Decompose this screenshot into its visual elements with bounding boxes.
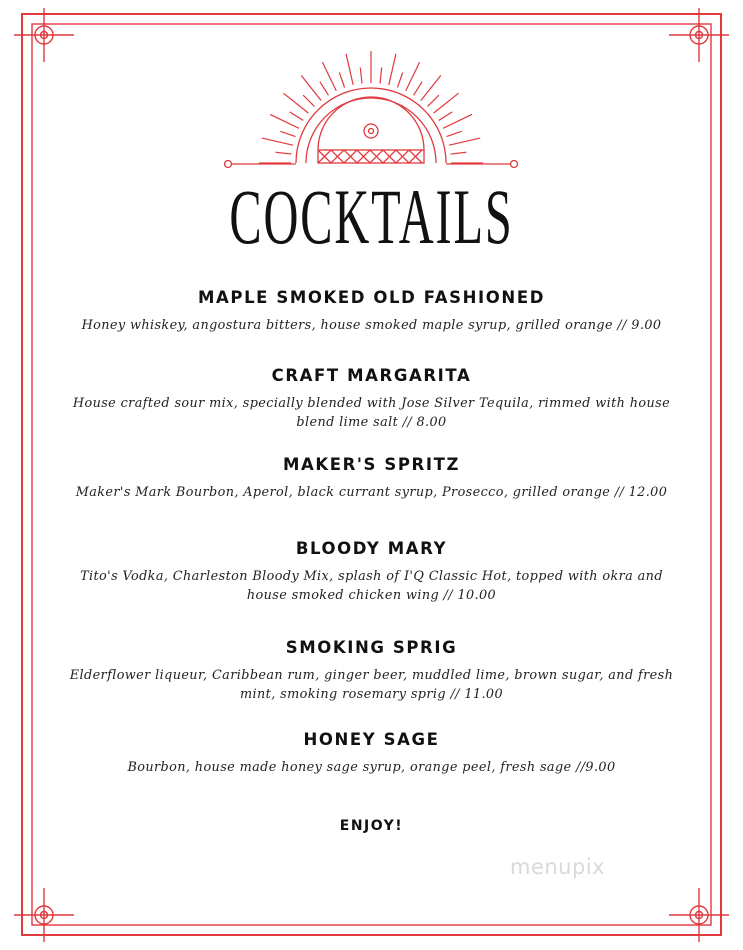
menu-item-name: SMOKING SPRIG [285, 638, 458, 657]
menu-item-name: HONEY SAGE [303, 730, 440, 749]
art-deco-sunburst-icon [0, 0, 743, 200]
menu-item [60, 730, 683, 777]
menu-item [60, 539, 683, 605]
menu-item [60, 366, 683, 432]
menu-item-description: Maker's Mark Bourbon, Aperol, black currant syrup, Prosecco, grilled orange // 12.00 [75, 485, 668, 500]
menu-item [60, 638, 683, 704]
menu-item-name: MAKER'S SPRITZ [282, 455, 461, 474]
menu-item-name: CRAFT MARGARITA [271, 366, 472, 385]
closing-text: ENJOY! [339, 818, 404, 834]
menu-item-description: Bourbon, house made honey sage syrup, orange peel, fresh sage //9.00 [127, 760, 616, 775]
menu-item-name: BLOODY MARY [295, 539, 448, 558]
menu-item-description: House crafted sour mix, specially blended with Jose Silver Tequila, rimmed with house blend lime salt // 8.00 [72, 396, 671, 430]
page-title: COCKTAILS [229, 173, 514, 260]
menu-item-name: MAPLE SMOKED OLD FASHIONED [197, 288, 545, 307]
menu-item [60, 288, 683, 335]
menu-item-description: Tito's Vodka, Charleston Bloody Mix, splash of I'Q Classic Hot, topped with okra and house smoked chicken wing // 10.00 [80, 569, 663, 603]
menu-item [60, 455, 683, 502]
watermark: menupix [510, 855, 606, 879]
menu-item-description: Elderflower liqueur, Caribbean rum, ginger beer, muddled lime, brown sugar, and fresh mint, smoking rosemary sprig // 11.00 [69, 668, 674, 702]
menu-item-description: Honey whiskey, angostura bitters, house smoked maple syrup, grilled orange // 9.00 [81, 318, 662, 333]
